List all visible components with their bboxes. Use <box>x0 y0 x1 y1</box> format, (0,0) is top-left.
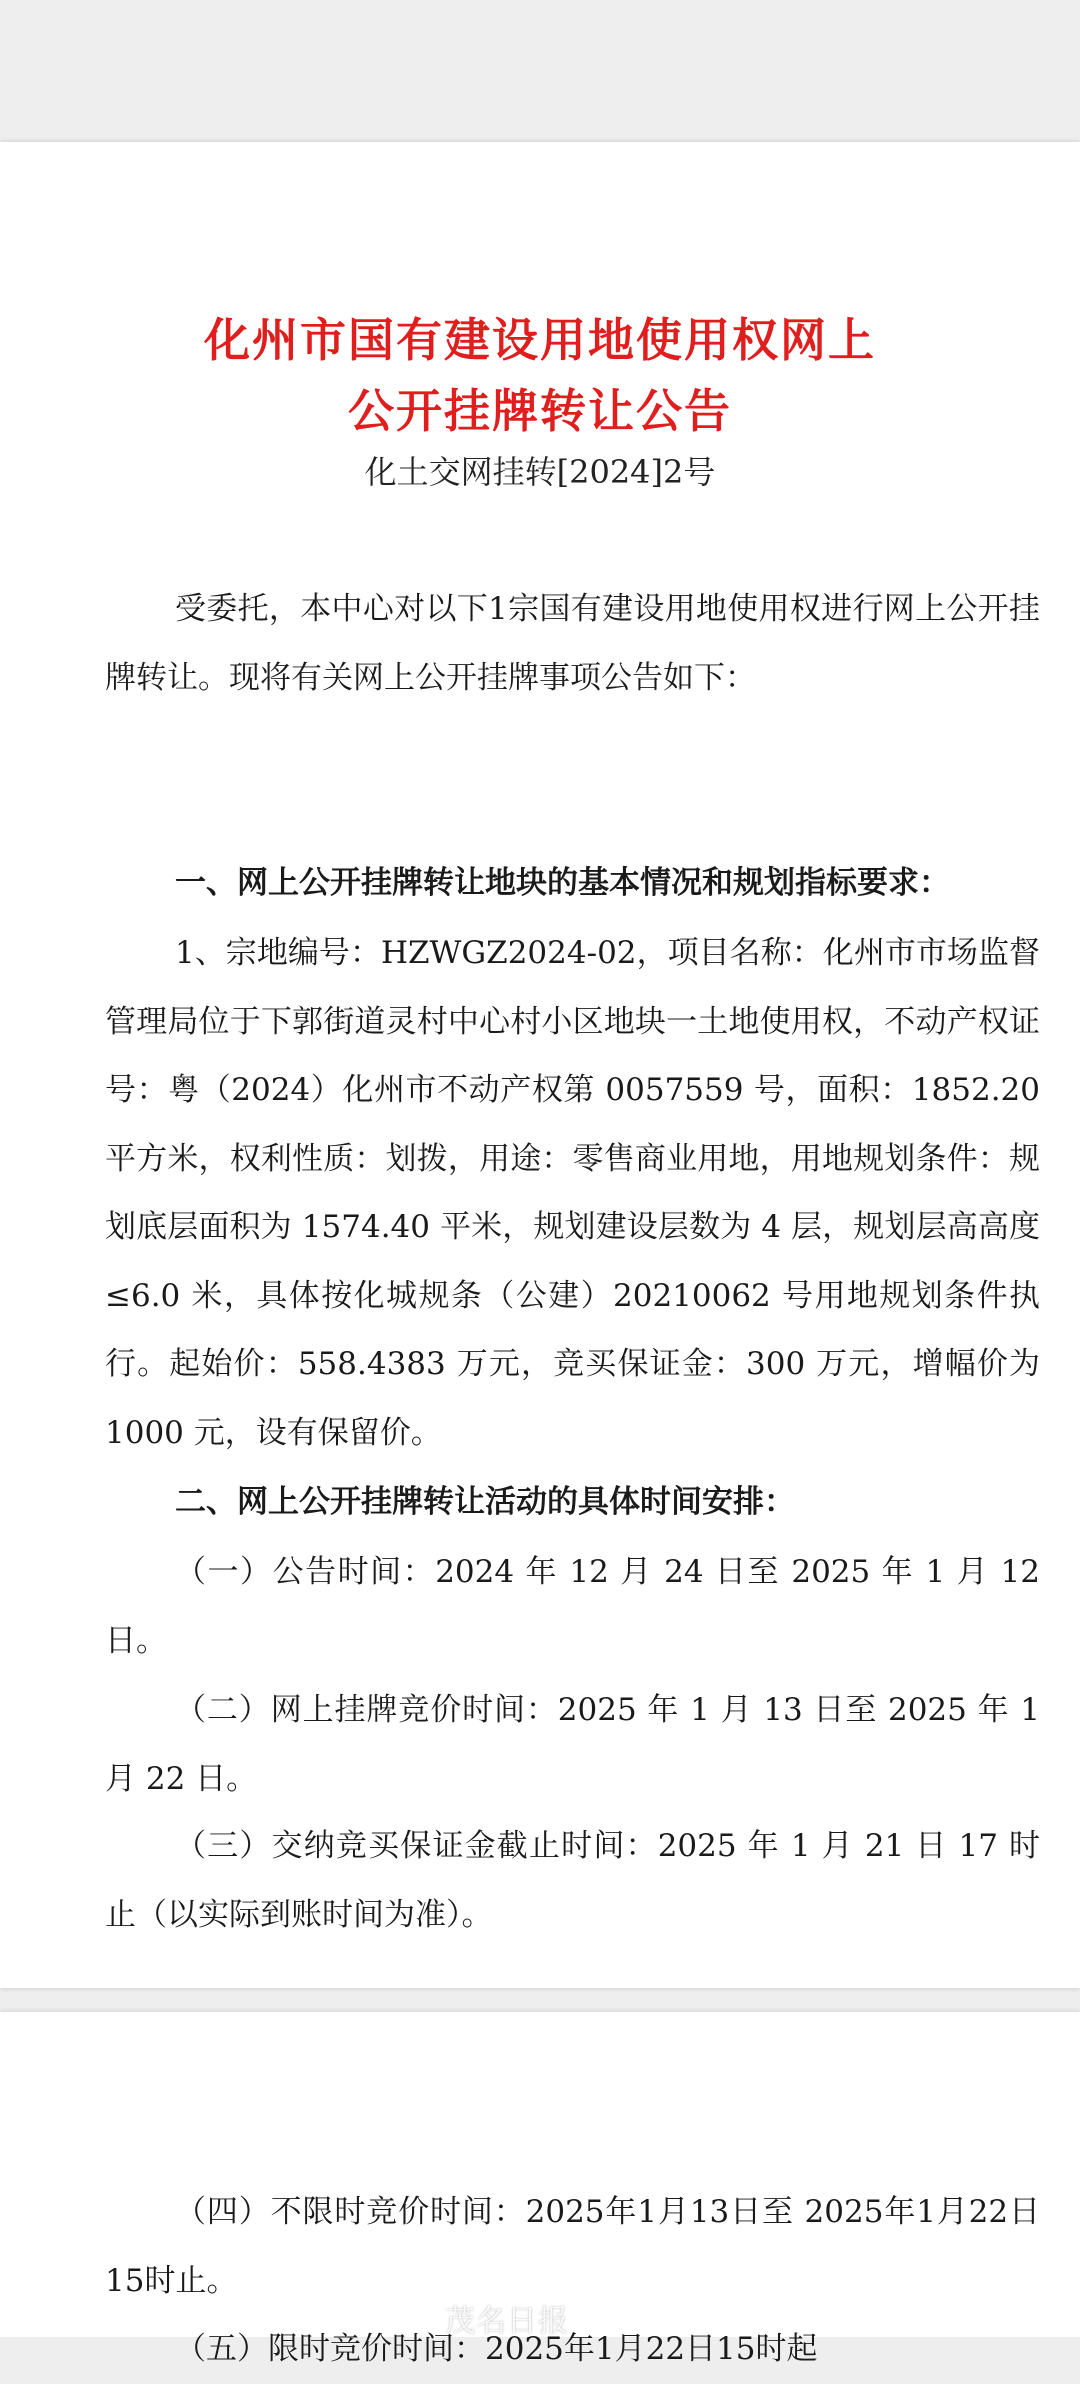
document-number: 化土交网挂转[2024]2号 <box>364 453 716 491</box>
schedule-item-2: （二）网上挂牌竞价时间：2025 年 1 月 13 日至 2025 年 1 月 22 日。 <box>105 1692 1040 1797</box>
parcel-details-paragraph: 1、宗地编号：HZWGZ2024-02，项目名称：化州市市场监督管理局位于下郭街道灵村中心村小区地块一土地使用权，不动产权证号：粤（2024）化州市不动产权第 0057559 号，面积：1852.20 平方米，权利性质：划拨，用途：零售商业用地，用地规划条件：规划底层面积为 1574.40 平米，规划建设层数为 4 层，规划层高高度≤6.0 米，具体按化城规条（公建）20210062 号用地规划条件执行。起始价：558.4383 万元，竞买保证金：300 万元，增幅价为 1000 元，设有保留价。 <box>105 935 1040 1451</box>
schedule-item-3: （三）交纳竞买保证金截止时间：2025 年 1 月 21 日 17 时止（以实际到账时间为准）。 <box>105 1828 1040 1933</box>
schedule-item-5: （五）限时竞价时间：2025年1月22日15时起 <box>175 2331 818 2367</box>
section-2-heading: 二、网上公开挂牌转让活动的具体时间安排： <box>175 1484 795 1520</box>
document-page-2 <box>0 2012 1080 2367</box>
notice-title-line-2: 公开挂牌转让公告 <box>348 384 732 438</box>
intro-paragraph: 受委托，本中心对以下1宗国有建设用地使用权进行网上公开挂牌转让。现将有关网上公开挂牌事项公告如下： <box>105 591 1040 696</box>
schedule-item-1: （一）公告时间：2024 年 12 月 24 日至 2025 年 1 月 12 日。 <box>105 1554 1040 1659</box>
section-1-heading: 一、网上公开挂牌转让地块的基本情况和规划指标要求： <box>175 865 950 901</box>
watermark-logo: 茂名日报 <box>445 2304 569 2339</box>
notice-title-line-1: 化州市国有建设用地使用权网上 <box>204 313 876 367</box>
schedule-item-4: （四）不限时竞价时间：2025年1月13日至 2025年1月22日15时止。 <box>105 2194 1040 2299</box>
document-page-1 <box>0 142 1080 1988</box>
